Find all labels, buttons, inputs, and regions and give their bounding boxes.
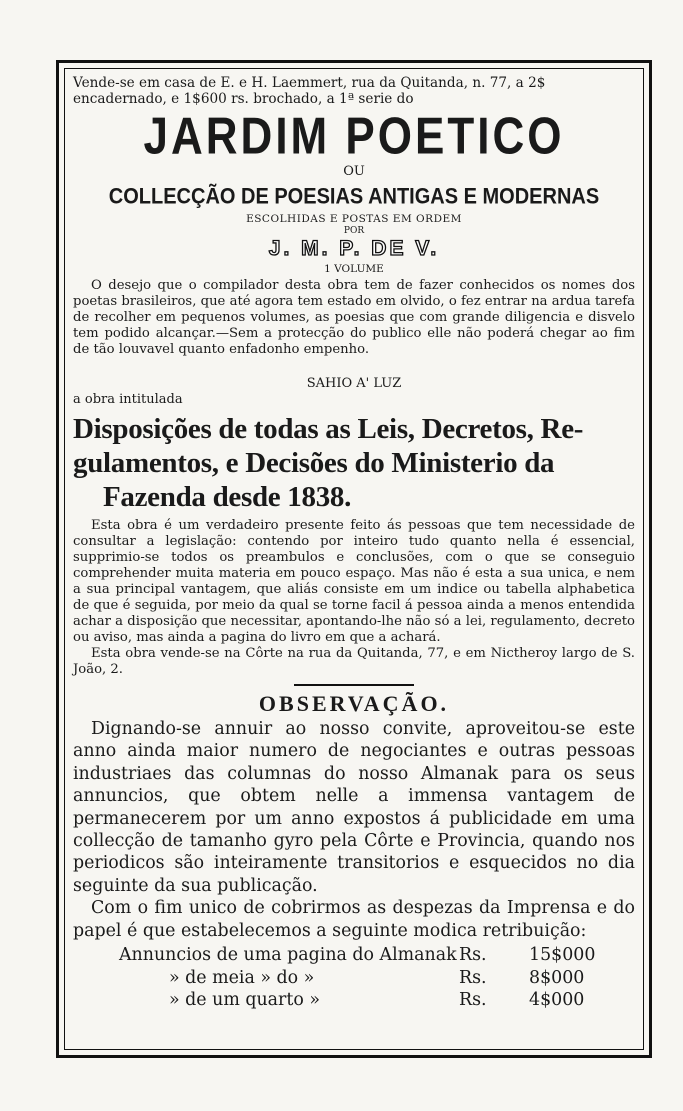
ad2-sahio: SAHIO A' LUZ <box>306 376 402 391</box>
price-row <box>73 989 635 1012</box>
ad1-intro-line1: Vende-se em casa de E. e H. Laemmert, rua da Quitanda, n. 77, a 2$ <box>73 75 546 91</box>
price-value: 8$000 <box>529 967 585 988</box>
ad2-sales: Esta obra vende-se na Côrte na rua da Quitanda, 77, e em Nictheroy largo de S. João, 2. <box>73 646 635 677</box>
ad1-title: JARDIM POETICO <box>143 107 565 166</box>
price-desc: » de um quarto » <box>169 990 320 1011</box>
ad2-title-line3: Fazenda desde 1838. <box>103 481 352 513</box>
observacao-heading: OBSERVAÇÃO. <box>258 691 450 716</box>
ad2-body: Esta obra é um verdadeiro presente feito ás pessoas que tem necessidade de consultar a legislação: contendo por inteiro tudo quanto nella é essencial, supprimio-se todos os preambulos e conclusões, com o que se conseguio comprehender muita materia em pouco espaço. Mas não é esta a sua unica, e nem a sua principal vantagem, que aliás consiste em um indice ou tabella alphabetica de que é seguida, por meio da qual se torne facil á pessoa ainda a menos entendida achar a disposição que necessitar, apontando-lhe não só a lei, regulamento, decreto ou aviso, mas ainda a pagina do livro em que a achará. <box>73 518 635 645</box>
page-border-outer <box>56 60 652 1058</box>
ornament-divider <box>294 684 414 686</box>
price-rs: Rs. <box>459 945 487 966</box>
ad1-subtitle: COLLECÇÃO DE POESIAS ANTIGAS E MODERNAS <box>108 184 600 210</box>
price-value: 4$000 <box>529 990 585 1011</box>
ad1-author: J. M. P. DE V. <box>268 237 440 260</box>
price-rs: Rs. <box>459 990 487 1011</box>
price-row <box>73 967 635 990</box>
ad1-intro-line2: encadernado, e 1$600 rs. brochado, a 1ª serie do <box>73 91 414 107</box>
ad1-por: POR <box>343 226 365 236</box>
ad2-obra-intitulada: a obra intitulada <box>73 392 183 407</box>
page-border-inner <box>64 68 644 1050</box>
price-desc: » de meia » do » <box>169 967 315 988</box>
observacao-para2: Com o fim unico de cobrirmos as despezas da Imprensa e do papel é que estabelecemos a seguinte modica retribuição: <box>73 898 635 941</box>
ad1-escolhidas: ESCOLHIDAS E POSTAS EM ORDEM <box>246 213 462 225</box>
price-rs: Rs. <box>459 967 487 988</box>
price-row <box>73 944 635 967</box>
ad2-title-line1: Disposições de todas as Leis, Decretos, Re- <box>73 413 584 445</box>
price-value: 15$000 <box>529 945 596 966</box>
ad2-title-line2: gulamentos, e Decisões do Ministerio da <box>73 447 555 479</box>
price-desc: Annuncios de uma pagina do Almanak <box>119 945 457 966</box>
ad1-ou: OU <box>343 164 365 179</box>
observacao-para1: Dignando-se annuir ao nosso convite, aproveitou-se este anno ainda maior numero de negociantes e outras pessoas industriaes das columnas do nosso Almanak para os seus annuncios, que obtem nelle a immensa vantagem de permanecerem por um anno expostos á publicidade em uma collecção de tamanho gyro pela Côrte e Provincia, quando nos periodicos são inteiramente transitorios e esquecidos no dia seguinte da sua publicação. <box>73 719 635 896</box>
ad1-body: O desejo que o compilador desta obra tem de fazer conhecidos os nomes dos poetas brasileiros, que até agora tem estado em olvido, o fez entrar na ardua tarefa de recolher em pequenos volumes, as poesias que com grande diligencia e disvelo tem podido alcançar.—Sem a protecção do publico elle não poderá chegar ao fim de tão louvavel quanto enfadonho empenho. <box>73 278 635 357</box>
price-table <box>73 944 635 1012</box>
ad1-volume: 1 VOLUME <box>324 263 384 275</box>
